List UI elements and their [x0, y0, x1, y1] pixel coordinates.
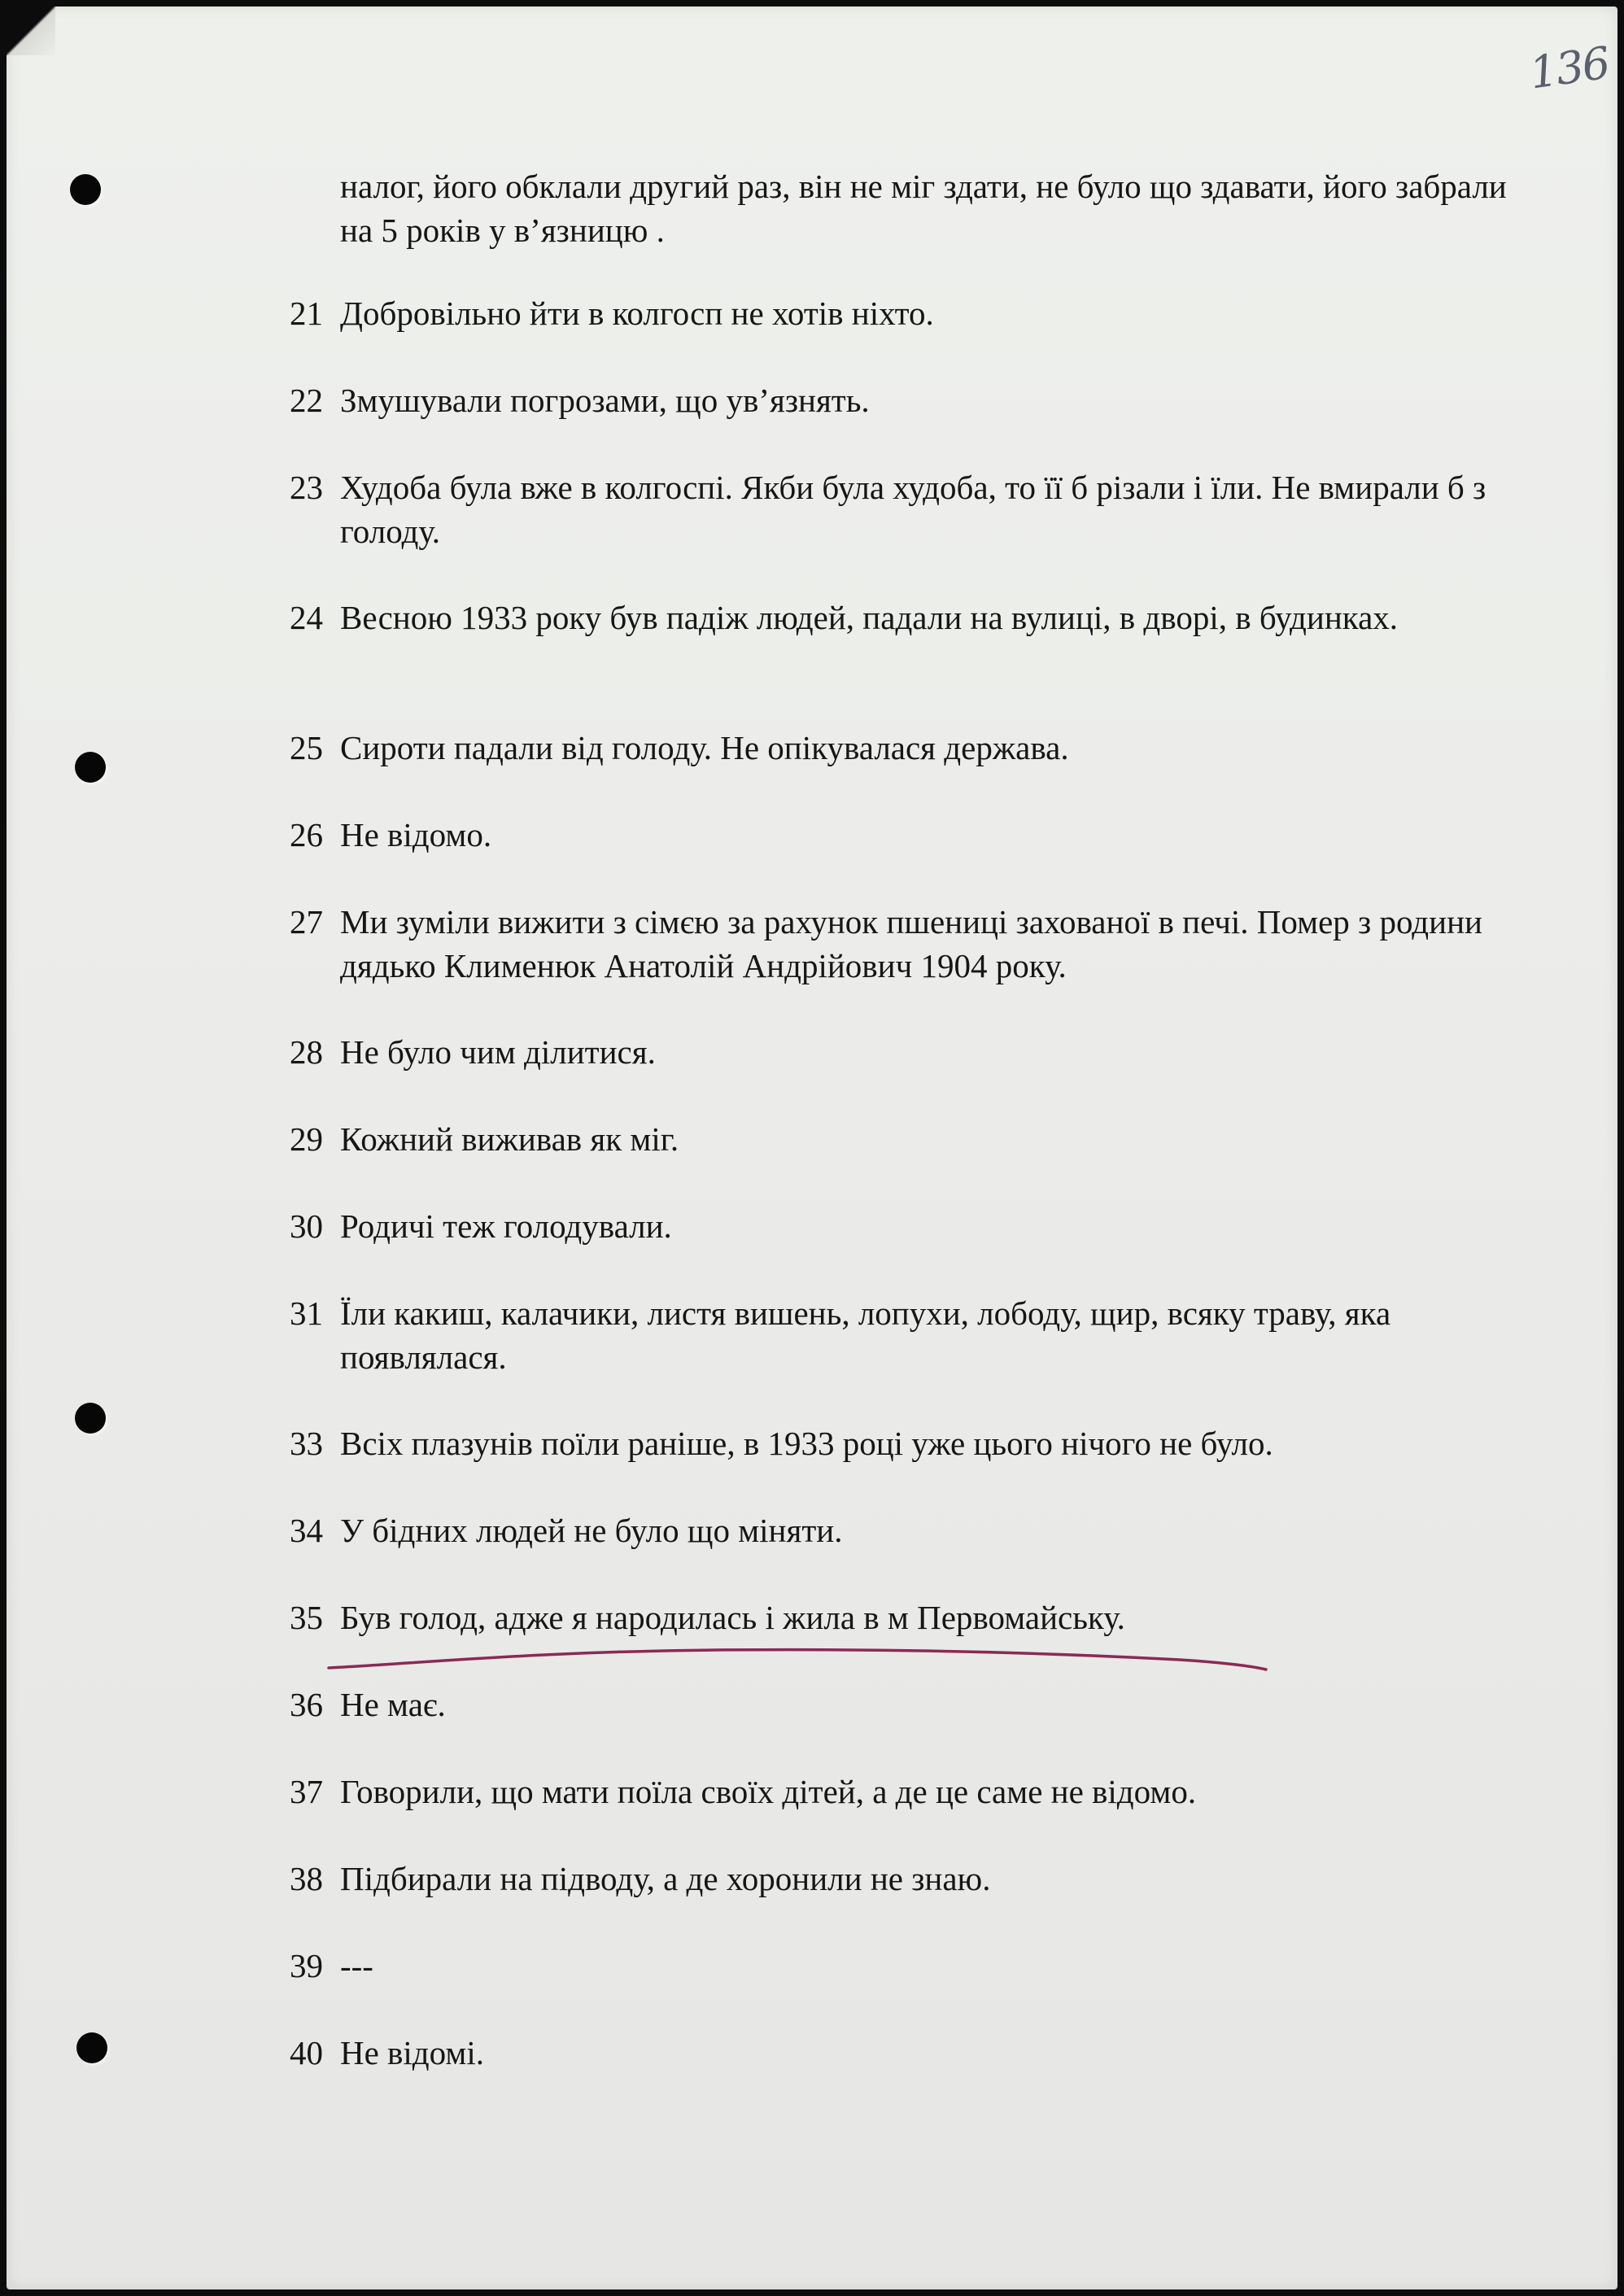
answer-item [290, 378, 1510, 422]
answer-text: Худоба була вже в колгоспі. Якби була худоба, то її б різали і їли. Не вмирали б з голоду. [340, 469, 1486, 550]
answer-number: 31 [290, 1294, 323, 1332]
answer-number: 37 [290, 1773, 323, 1810]
handwritten-underline [325, 1635, 1269, 1684]
answer-text: Ми зуміли вижити з сімєю за рахунок пшениці захованої в печі. Помер з родини дядько Клименюк Анатолій Андрійович 1904 року. [340, 903, 1482, 984]
answer-item [290, 1683, 1510, 1726]
answer-text: Говорили, що мати поїла своїх дітей, а де це саме не відомо. [340, 1773, 1197, 1810]
answer-item [290, 1595, 1510, 1639]
answer-text: Весною 1933 року був падіж людей, падали на вулиці, в дворі, в будинках. [340, 599, 1399, 636]
answer-item [290, 813, 1510, 857]
answer-number: 21 [290, 295, 323, 332]
answer-number: 35 [290, 1599, 323, 1636]
answer-number: 25 [290, 729, 323, 766]
answer-item [290, 1421, 1510, 1465]
continued-paragraph: налог, його обклали другий раз, він не міг здати, не було що здавати, його забрали на 5 років у в’язницю . [340, 168, 1507, 249]
answer-text: Сироти падали від голоду. Не опікувалася держава. [340, 729, 1069, 766]
answer-text: Їли какиш, калачики, листя вишень, лопухи, лободу, щир, всяку траву, яка появлялася. [340, 1294, 1391, 1376]
answer-text: --- [340, 1947, 373, 1984]
answer-text: Всіх плазунів поїли раніше, в 1933 році уже цього нічого не було. [340, 1425, 1273, 1462]
answer-number: 26 [290, 816, 323, 853]
answer-number: 40 [290, 2034, 323, 2071]
handwritten-page-number: 136 [1526, 37, 1612, 99]
answer-item [290, 1770, 1510, 1814]
answer-number: 30 [290, 1207, 323, 1245]
answer-text: Не відомі. [340, 2034, 484, 2071]
answer-item [290, 1291, 1510, 1379]
answer-number: 33 [290, 1425, 323, 1462]
answer-text: Кожний виживав як міг. [340, 1120, 679, 1158]
answer-item [290, 1508, 1510, 1552]
answer-item [290, 1117, 1510, 1161]
answer-text: У бідних людей не було що міняти. [340, 1512, 843, 1549]
answer-number: 36 [290, 1686, 323, 1723]
answer-item [290, 1030, 1510, 1074]
punch-hole [75, 1403, 106, 1434]
answer-item [290, 465, 1510, 553]
answer-text: Підбирали на підводу, а де хоронили не знаю. [340, 1860, 991, 1897]
answer-number: 29 [290, 1120, 323, 1158]
answer-text: Був голод, адже я народилась і жила в м Первомайську. [340, 1599, 1125, 1636]
answer-item [290, 596, 1510, 639]
answer-number: 38 [290, 1860, 323, 1897]
punch-hole [76, 2032, 107, 2063]
answer-text: Добровільно йти в колгосп не хотів ніхто. [340, 295, 934, 332]
answer-number: 23 [290, 469, 323, 506]
punch-hole [70, 174, 101, 205]
answer-number: 39 [290, 1947, 323, 1984]
answer-number: 34 [290, 1512, 323, 1549]
answer-text: Змушували погрозами, що ув’язнять. [340, 382, 870, 419]
answer-item [290, 900, 1510, 988]
answer-number: 22 [290, 382, 323, 419]
answer-text: Не відомо. [340, 816, 492, 853]
answer-number: 28 [290, 1033, 323, 1071]
answer-item [290, 726, 1510, 770]
answer-item [290, 291, 1510, 335]
answer-item [290, 1857, 1510, 1901]
answer-item [290, 1204, 1510, 1248]
answer-number: 24 [290, 599, 323, 636]
answer-number: 27 [290, 903, 323, 941]
answer-item [290, 1944, 1510, 1988]
answer-text: Не має. [340, 1686, 446, 1723]
folded-corner [7, 7, 55, 55]
punch-hole [75, 752, 106, 783]
answer-text: Не було чим ділитися. [340, 1033, 656, 1071]
answer-item [290, 2031, 1510, 2075]
answer-text: Родичі теж голодували. [340, 1207, 672, 1245]
